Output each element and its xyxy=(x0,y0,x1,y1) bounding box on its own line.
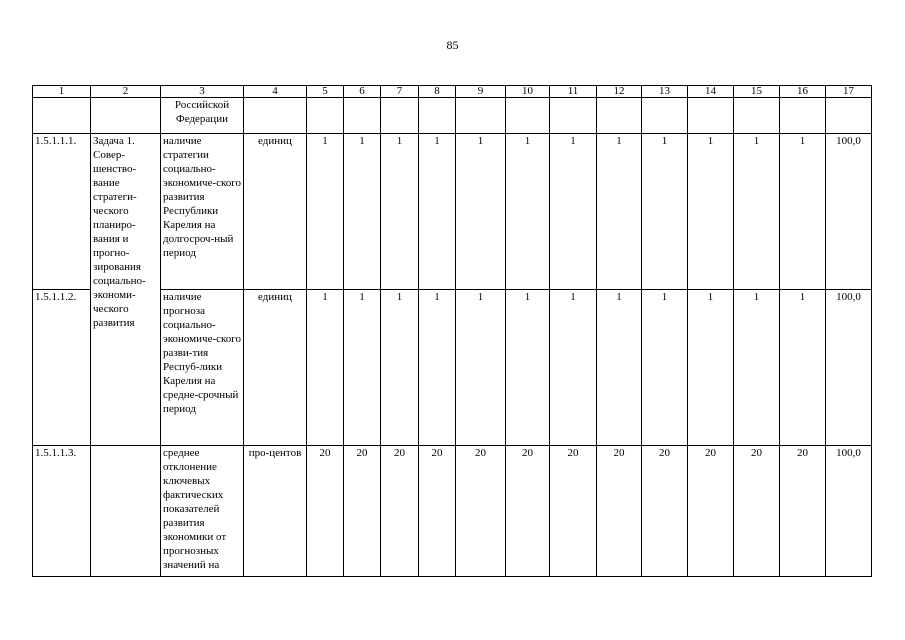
continuation-row xyxy=(33,98,872,134)
value-cell: 1 xyxy=(456,290,506,446)
value-cell: 1 xyxy=(597,134,642,290)
column-number: 6 xyxy=(344,86,381,98)
column-number-row xyxy=(33,86,872,98)
unit: единиц xyxy=(244,290,307,446)
value-cell: 20 xyxy=(688,446,734,577)
value-cell: 1 xyxy=(688,134,734,290)
column-number: 16 xyxy=(780,86,826,98)
cell xyxy=(506,98,550,134)
column-number: 8 xyxy=(419,86,456,98)
column-number: 14 xyxy=(688,86,734,98)
cell xyxy=(419,98,456,134)
cell xyxy=(642,98,688,134)
value-cell: 20 xyxy=(456,446,506,577)
percent-cell: 100,0 xyxy=(826,134,872,290)
value-cell: 1 xyxy=(419,134,456,290)
value-cell: 1 xyxy=(307,134,344,290)
value-cell: 1 xyxy=(688,290,734,446)
cell xyxy=(456,98,506,134)
value-cell: 20 xyxy=(344,446,381,577)
cell xyxy=(550,98,597,134)
row-code: 1.5.1.1.1. xyxy=(33,134,91,290)
cell xyxy=(688,98,734,134)
value-cell: 1 xyxy=(506,134,550,290)
cell xyxy=(307,98,344,134)
column-number: 9 xyxy=(456,86,506,98)
value-cell: 1 xyxy=(734,290,780,446)
cell xyxy=(780,98,826,134)
column-number: 4 xyxy=(244,86,307,98)
value-cell: 20 xyxy=(734,446,780,577)
value-cell: 1 xyxy=(550,290,597,446)
value-cell: 1 xyxy=(307,290,344,446)
value-cell: 1 xyxy=(550,134,597,290)
cell xyxy=(597,98,642,134)
page-number: 85 xyxy=(446,38,459,52)
value-cell: 20 xyxy=(642,446,688,577)
value-cell: 1 xyxy=(381,290,419,446)
column-number: 10 xyxy=(506,86,550,98)
column-number: 7 xyxy=(381,86,419,98)
cell xyxy=(33,98,91,134)
value-cell: 1 xyxy=(642,290,688,446)
value-cell: 20 xyxy=(506,446,550,577)
cell xyxy=(91,98,161,134)
column-number: 2 xyxy=(91,86,161,98)
cell xyxy=(244,98,307,134)
indicators-table xyxy=(32,85,872,577)
value-cell: 1 xyxy=(344,290,381,446)
value-cell: 20 xyxy=(597,446,642,577)
value-cell: 1 xyxy=(780,134,826,290)
table-row xyxy=(33,446,872,577)
column-number: 15 xyxy=(734,86,780,98)
value-cell: 20 xyxy=(550,446,597,577)
column-number: 12 xyxy=(597,86,642,98)
value-cell: 1 xyxy=(597,290,642,446)
percent-cell: 100,0 xyxy=(826,446,872,577)
column-number: 17 xyxy=(826,86,872,98)
value-cell: 20 xyxy=(419,446,456,577)
column-number: 11 xyxy=(550,86,597,98)
column-number: 3 xyxy=(161,86,244,98)
value-cell: 20 xyxy=(381,446,419,577)
value-cell: 1 xyxy=(734,134,780,290)
column-number: 1 xyxy=(33,86,91,98)
cell xyxy=(734,98,780,134)
value-cell: 20 xyxy=(780,446,826,577)
column-number: 13 xyxy=(642,86,688,98)
unit: про-центов xyxy=(244,446,307,577)
indicator-continuation: Российской Федерации xyxy=(161,98,244,134)
value-cell: 20 xyxy=(307,446,344,577)
percent-cell: 100,0 xyxy=(826,290,872,446)
cell xyxy=(91,446,161,577)
value-cell: 1 xyxy=(642,134,688,290)
value-cell: 1 xyxy=(780,290,826,446)
cell xyxy=(826,98,872,134)
value-cell: 1 xyxy=(419,290,456,446)
column-number: 5 xyxy=(307,86,344,98)
row-code: 1.5.1.1.2. xyxy=(33,290,91,446)
table-row xyxy=(33,134,872,290)
indicator-name: наличие стратегии социально-экономиче-ского развития Республики Карелия на долгосроч-ный период xyxy=(161,134,244,290)
row-code: 1.5.1.1.3. xyxy=(33,446,91,577)
value-cell: 1 xyxy=(344,134,381,290)
indicator-name: наличие прогноза социально-экономиче-ского разви-тия Респуб-лики Карелия на средне-срочный период xyxy=(161,290,244,446)
cell xyxy=(381,98,419,134)
unit: единиц xyxy=(244,134,307,290)
value-cell: 1 xyxy=(506,290,550,446)
value-cell: 1 xyxy=(456,134,506,290)
cell xyxy=(344,98,381,134)
value-cell: 1 xyxy=(381,134,419,290)
task-name: Задача 1. Совер-шенство-вание стратеги-ческого планиро-вания и прогно-зирования социально-экономи-ческого развития xyxy=(91,134,161,446)
indicator-name: среднее отклонение ключевых фактических показателей развития экономики от прогнозных значений на xyxy=(161,446,244,577)
